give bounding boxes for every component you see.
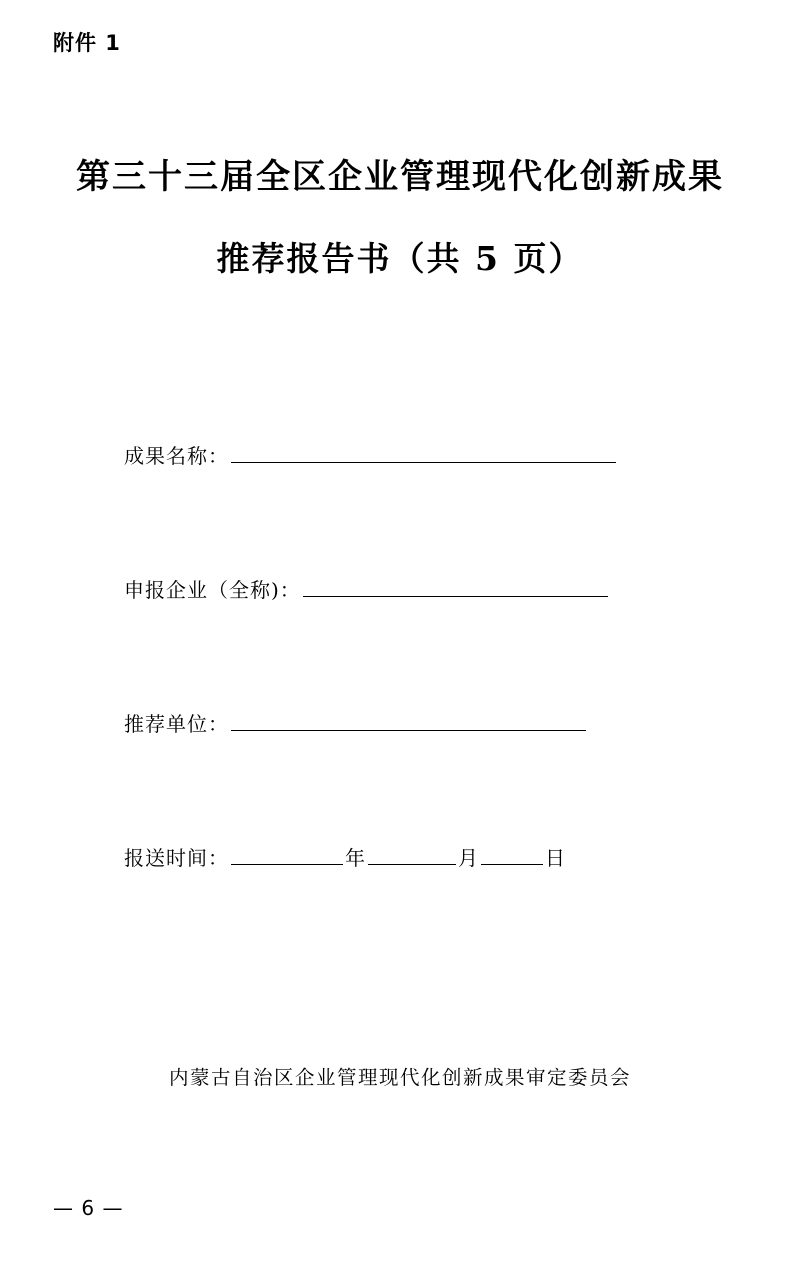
field-input-enterprise-name[interactable] xyxy=(303,576,608,597)
attachment-label: 附件 1 xyxy=(53,31,121,55)
field-label-enterprise-name: 申报企业（全称)： xyxy=(124,578,301,602)
field-label-achievement-name: 成果名称： xyxy=(124,444,229,468)
field-input-recommending-unit[interactable] xyxy=(231,710,586,731)
form-fields xyxy=(0,440,800,976)
page-number: — 6 — xyxy=(53,1196,124,1220)
field-row-enterprise-name xyxy=(0,574,800,708)
title-line-2: 推荐报告书（共 5 页） xyxy=(216,239,584,278)
document-title xyxy=(0,157,800,278)
field-label-submission-date: 报送时间： xyxy=(124,846,229,870)
field-row-recommending-unit xyxy=(0,708,800,842)
field-input-year[interactable] xyxy=(231,844,343,865)
field-label-recommending-unit: 推荐单位： xyxy=(124,712,229,736)
field-input-achievement-name[interactable] xyxy=(231,442,616,463)
field-row-submission-date xyxy=(0,842,800,976)
field-input-day[interactable] xyxy=(481,844,543,865)
issuing-organization: 内蒙古自治区企业管理现代化创新成果审定委员会 xyxy=(168,1066,631,1089)
date-unit-day: 日 xyxy=(545,846,566,870)
date-unit-year: 年 xyxy=(345,846,366,870)
field-input-month[interactable] xyxy=(368,844,456,865)
field-row-achievement-name xyxy=(0,440,800,574)
title-line-1: 第三十三届全区企业管理现代化创新成果 xyxy=(76,157,724,197)
date-unit-month: 月 xyxy=(458,846,479,870)
